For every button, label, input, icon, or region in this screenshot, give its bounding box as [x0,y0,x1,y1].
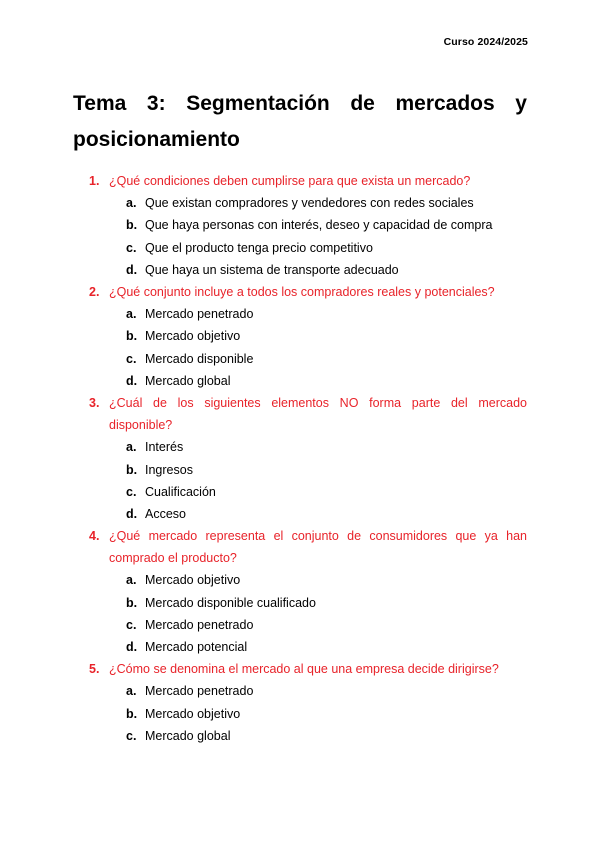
option-text: Mercado penetrado [145,617,254,632]
option-list [0,436,600,525]
option-letter: d. [126,373,138,388]
option-text: Que existan compradores y vendedores con redes sociales [145,196,474,211]
option-letter: b. [126,218,138,233]
option-letter: c. [126,617,137,632]
option-letter: d. [126,640,138,655]
option-letter: a. [126,307,137,322]
question-5 [0,658,600,747]
option-item [0,325,600,347]
option-item [0,237,600,259]
option-item [0,503,600,525]
option-list [0,569,600,658]
option-item [0,214,600,236]
option-item [0,481,600,503]
option-letter: a. [126,440,137,455]
option-item [0,192,600,214]
option-text: Que haya personas con interés, deseo y capacidad de compra [145,218,493,233]
option-letter: a. [126,573,137,588]
option-text: Mercado objetivo [145,329,241,344]
option-list [0,680,600,747]
question-1 [0,170,600,281]
option-item [0,569,600,591]
question-text: ¿Cuál de los siguientes elementos NO forma parte del mercado disponible? [109,395,527,433]
option-letter: b. [126,462,138,477]
option-text: Mercado potencial [145,640,248,655]
option-letter: b. [126,595,138,610]
option-text: Mercado objetivo [145,706,241,721]
question-number: 3. [89,395,100,410]
option-text: Mercado penetrado [145,307,254,322]
course-label: Curso 2024/2025 [443,36,528,48]
option-item [0,303,600,325]
question-number: 4. [89,529,100,544]
option-letter: a. [126,196,137,211]
question-text: ¿Qué conjunto incluye a todos los compradores reales y potenciales? [109,284,495,299]
option-letter: d. [126,506,138,521]
option-letter: c. [126,351,137,366]
question-number: 5. [89,662,100,677]
option-item [0,459,600,481]
option-item [0,725,600,747]
option-list [0,192,600,281]
option-item [0,680,600,702]
option-text: Acceso [145,506,186,521]
option-text: Cualificación [145,484,216,499]
option-item [0,592,600,614]
question-list [0,170,600,747]
question-3 [0,392,600,525]
option-text: Mercado global [145,728,231,743]
option-text: Que el producto tenga precio competitivo [145,240,373,255]
option-item [0,436,600,458]
option-text: Mercado disponible [145,351,254,366]
option-text: Mercado global [145,373,231,388]
question-text: ¿Qué condiciones deben cumplirse para que exista un mercado? [109,174,471,188]
option-letter: c. [126,484,137,499]
page-title: Tema 3: Segmentación de mercados y posicionamiento [73,92,527,151]
question-text: ¿Qué mercado representa el conjunto de consumidores que ya han comprado el producto? [109,529,527,566]
option-item [0,636,600,658]
option-text: Mercado objetivo [145,573,241,588]
option-text: Interés [145,440,184,455]
option-letter: b. [126,329,138,344]
question-number: 2. [89,284,100,299]
option-text: Ingresos [145,462,193,477]
option-letter: a. [126,684,137,699]
option-text: Mercado penetrado [145,684,254,699]
option-list [0,303,600,392]
question-text: ¿Cómo se denomina el mercado al que una empresa decide dirigirse? [109,662,499,677]
option-item [0,614,600,636]
question-4 [0,525,600,658]
option-item [0,370,600,392]
question-2 [0,281,600,392]
option-text: Mercado disponible cualificado [145,595,316,610]
option-item [0,259,600,281]
option-letter: c. [126,728,137,743]
option-item [0,348,600,370]
question-number: 1. [89,174,100,188]
option-letter: c. [126,240,137,255]
option-item [0,703,600,725]
option-letter: d. [126,262,138,277]
option-text: Que haya un sistema de transporte adecuado [145,262,399,277]
option-letter: b. [126,706,138,721]
